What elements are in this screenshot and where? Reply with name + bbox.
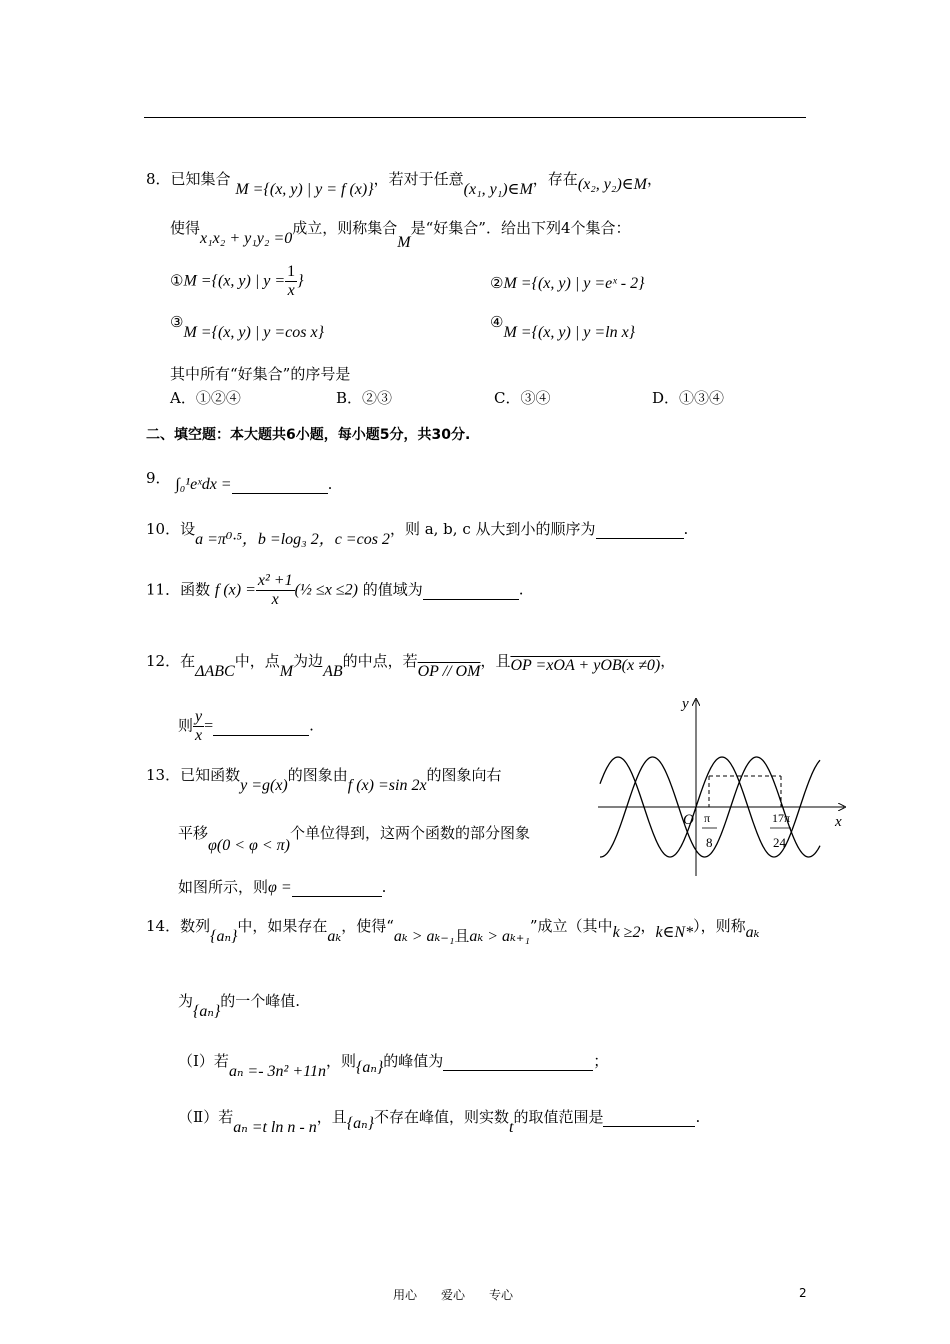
q13-end: . bbox=[381, 878, 387, 896]
q14-line2 bbox=[178, 990, 301, 1020]
q13-l3-text-a: 如图所示，则 bbox=[178, 878, 269, 896]
q12-vector-eq: OP =xOA + yOB(x ≠0) bbox=[510, 657, 661, 674]
q11-numerator: x² +1 bbox=[257, 572, 293, 589]
q12-equals: = bbox=[204, 717, 214, 735]
q8-l2-m: M bbox=[397, 234, 411, 251]
q13-tick2-num: 17π bbox=[772, 811, 791, 825]
q8-question-text: 其中所有“好集合”的序号是 bbox=[170, 365, 351, 383]
q8-option-1-fraction bbox=[285, 263, 297, 300]
q8-option-4-expr: M ={(x, y) | y =ln x} bbox=[503, 324, 636, 341]
q8-text-a: 已知集合 bbox=[170, 170, 231, 188]
q10-end: . bbox=[683, 520, 689, 538]
q13-line2 bbox=[178, 822, 530, 854]
q8-option-2-expr: M ={(x, y) | y =eˣ - 2} bbox=[503, 275, 645, 292]
q8-x2y2: (x₂, y₂)∈M bbox=[577, 176, 647, 193]
q8-option-1-den: x bbox=[287, 282, 295, 299]
q12-text-e: 为边 bbox=[293, 652, 324, 670]
q14-p1-seq: {aₙ} bbox=[355, 1059, 384, 1076]
q8-number: 8． bbox=[146, 170, 171, 188]
q11 bbox=[146, 572, 523, 609]
q8-choice-b: B．②③ bbox=[336, 389, 393, 407]
q9-end: . bbox=[327, 475, 333, 493]
q14-p1-text-e: 的峰值为 bbox=[383, 1052, 444, 1070]
q13-tick1-num: π bbox=[704, 811, 711, 825]
q12-ratio bbox=[193, 708, 204, 745]
q8-option-1-expr: M ={(x, y) | y = bbox=[183, 272, 286, 290]
q13-origin-label: O bbox=[683, 812, 694, 828]
q14-text-i: ”成立（其中 bbox=[529, 917, 613, 935]
q12-ratio-den: x bbox=[195, 727, 203, 744]
q12-m: M bbox=[279, 663, 294, 680]
q14-line1 bbox=[146, 915, 760, 945]
q8-choice-a: A．①②④ bbox=[170, 389, 241, 407]
q10-c: ，c =cos 2 bbox=[318, 531, 390, 548]
q12-l2-text-a: 则 bbox=[178, 716, 194, 735]
q8-option-4-mark: ④ bbox=[490, 313, 504, 331]
q14-p2-text-c: ，且 bbox=[316, 1108, 347, 1126]
q10-text: ，则 a, b, c 从大到小的顺序为 bbox=[389, 520, 596, 538]
q13-text-c: 的图象由 bbox=[287, 766, 348, 784]
q13-line1 bbox=[146, 764, 502, 794]
q12-parallel: OP // OM bbox=[417, 663, 481, 680]
q14-p2-text-g: 的取值范围是 bbox=[513, 1108, 604, 1126]
q14-k-ge: k ≥2 bbox=[612, 924, 641, 941]
q13-tick2-den: 24 bbox=[773, 835, 786, 850]
q8-condition: x₁x₂ + y₁y₂ =0 bbox=[200, 230, 293, 247]
q13-l2-text-c: 个单位得到，这两个函数的部分图象 bbox=[289, 824, 530, 842]
q8-choice-c: C．③④ bbox=[494, 389, 551, 407]
q13-g: y =g(x) bbox=[240, 777, 288, 794]
q8-set-m: M ={(x, y) | y = f (x)} bbox=[235, 181, 374, 198]
q14-p1-end: ； bbox=[593, 1052, 609, 1070]
q14-l2-text-a: 为 bbox=[178, 992, 194, 1010]
q14-text-e: ，使得“ bbox=[341, 917, 394, 935]
q14-p2-label: （Ⅱ）若 bbox=[178, 1108, 234, 1126]
q8-question bbox=[170, 363, 350, 384]
q10-number: 10．设 bbox=[146, 520, 196, 538]
q14-text-a: 14．数列 bbox=[146, 917, 211, 935]
q8-text-e: ，存在 bbox=[532, 170, 578, 188]
q8-option-3 bbox=[170, 313, 324, 341]
q13-phi: φ = bbox=[268, 879, 292, 896]
q12-end: . bbox=[309, 716, 314, 735]
q14-p1-formula: aₙ =- 3n² +11n bbox=[228, 1063, 326, 1080]
q11-f: f (x) = bbox=[214, 581, 256, 599]
q8-l2-text-c: 成立，则称集合 bbox=[292, 219, 398, 237]
q13-tick1-den: 8 bbox=[706, 835, 713, 850]
q14-part2 bbox=[178, 1106, 701, 1136]
q13-phi-range: φ(0 < φ < π) bbox=[208, 837, 290, 854]
q12-triangle: ΔABC bbox=[195, 663, 235, 680]
q8-line1 bbox=[146, 168, 662, 198]
q8-option-2 bbox=[490, 274, 644, 293]
header-rule bbox=[144, 117, 806, 118]
q10-blank[interactable] bbox=[596, 520, 684, 539]
q14-text-c: 中，如果存在 bbox=[237, 917, 328, 935]
q13-l2-text-a: 平移 bbox=[178, 824, 209, 842]
q14-p2-t: t bbox=[509, 1119, 514, 1136]
q13-graph bbox=[592, 692, 854, 880]
q11-condition: (½ ≤x ≤2) bbox=[294, 581, 358, 599]
q13-f: f (x) =sin 2x bbox=[347, 777, 427, 794]
q13-blank[interactable] bbox=[292, 878, 382, 897]
q12-line1 bbox=[146, 650, 676, 680]
page-number: 2 bbox=[799, 1286, 807, 1300]
q9 bbox=[146, 467, 333, 493]
q8-option-4 bbox=[490, 313, 636, 341]
q12-blank[interactable] bbox=[213, 717, 309, 736]
q13-text-a: 13．已知函数 bbox=[146, 766, 241, 784]
q14-text-g: 且 bbox=[454, 927, 470, 945]
q11-end: . bbox=[518, 580, 524, 599]
q13-y-label: y bbox=[682, 696, 689, 712]
q8-text-g: ， bbox=[646, 170, 662, 188]
q8-option-2-mark: ② bbox=[490, 274, 504, 292]
q11-denominator: x bbox=[271, 591, 279, 608]
q14-ak: aₖ bbox=[327, 928, 342, 945]
q8-option-3-expr: M ={(x, y) | y =cos x} bbox=[183, 324, 324, 341]
q14-p2-end: . bbox=[695, 1108, 701, 1126]
q8-l2-text-e: 是“好集合”．给出下列4个集合： bbox=[410, 219, 631, 237]
q8-text-c: ，若对于任意 bbox=[373, 170, 464, 188]
q14-cond1: aₖ > aₖ₋₁ bbox=[393, 928, 455, 945]
q10 bbox=[146, 516, 689, 548]
q14-p1-text-c: ，则 bbox=[325, 1052, 356, 1070]
footer-text: 用心 爱心 专心 bbox=[393, 1288, 514, 1302]
q14-cond2: aₖ > aₖ₊₁ bbox=[469, 928, 530, 945]
q14-ak-end: aₖ bbox=[745, 924, 760, 941]
q14-l2-seq: {aₙ} bbox=[193, 1003, 221, 1020]
q14-p1-label: （Ⅰ）若 bbox=[178, 1052, 229, 1070]
q14-p2-blank[interactable] bbox=[603, 1108, 695, 1127]
q8-option-1 bbox=[170, 263, 304, 300]
q8-choice-d: D．①③④ bbox=[652, 389, 725, 407]
q9-blank[interactable] bbox=[232, 475, 328, 494]
q8-option-1-num: 1 bbox=[287, 263, 296, 280]
q14-seq: {aₙ} bbox=[210, 928, 238, 945]
q12-text-a: 12．在 bbox=[146, 652, 196, 670]
q8-l2-text-a: 使得 bbox=[170, 219, 201, 237]
q8-option-1-mark: ① bbox=[170, 271, 184, 290]
q8-option-1-end: } bbox=[297, 272, 304, 290]
q14-l2-text-c: 的一个峰值. bbox=[220, 992, 301, 1010]
q14-k-in-n: k∈N* bbox=[655, 924, 694, 941]
q12-text-c: 中，点 bbox=[234, 652, 280, 670]
section-2-heading: 二、填空题：本大题共6小题，每小题5分，共30分. bbox=[146, 427, 471, 443]
q14-text-m: ），则称 bbox=[693, 917, 746, 935]
q14-p2-seq: {aₙ} bbox=[346, 1115, 374, 1132]
q11-number: 11．函数 bbox=[146, 580, 211, 599]
q14-p2-formula: aₙ =t ln n - n bbox=[233, 1119, 317, 1136]
q14-text-k: ， bbox=[640, 917, 656, 935]
q8-line2 bbox=[170, 217, 631, 251]
q8-option-3-mark: ③ bbox=[170, 313, 184, 331]
q13-text-e: 的图象向右 bbox=[426, 766, 502, 784]
q11-text: 的值域为 bbox=[362, 580, 423, 599]
q12-line2 bbox=[178, 708, 314, 745]
q12-ratio-num: y bbox=[195, 708, 203, 725]
q9-number: 9． bbox=[146, 469, 171, 487]
q9-integral: ∫₀¹eˣdx = bbox=[175, 476, 232, 493]
q13-line3 bbox=[178, 876, 386, 897]
q12-text-k: ， bbox=[660, 652, 676, 670]
q12-text-i: ，且 bbox=[480, 652, 511, 670]
q10-b: ，b =log₃ 2 bbox=[241, 531, 319, 548]
q12-ab: AB bbox=[323, 663, 343, 680]
q11-blank[interactable] bbox=[423, 581, 519, 600]
q8-x1y1: (x₁, y₁)∈M bbox=[463, 181, 533, 198]
q14-p1-blank[interactable] bbox=[443, 1052, 593, 1071]
q13-x-label: x bbox=[835, 814, 842, 830]
q12-text-g: 的中点，若 bbox=[342, 652, 418, 670]
q10-a: a =π⁰·⁵ bbox=[195, 531, 242, 548]
q11-fraction bbox=[256, 572, 295, 609]
q14-p2-text-e: 不存在峰值，则实数 bbox=[374, 1108, 510, 1126]
q14-part1 bbox=[178, 1050, 609, 1080]
